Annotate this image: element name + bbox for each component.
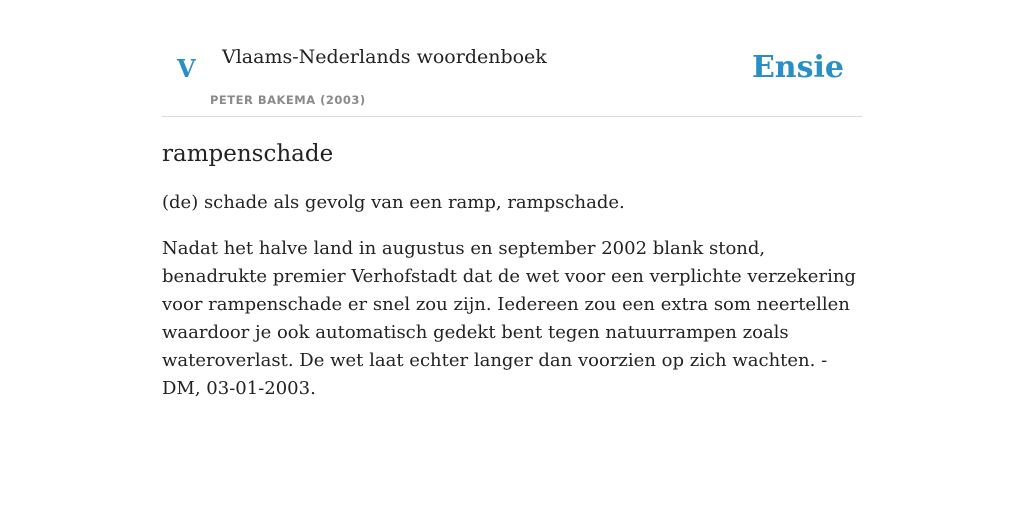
dictionary-header xyxy=(162,0,862,117)
page-container xyxy=(162,0,862,403)
dictionary-author: PETER BAKEMA (2003) xyxy=(210,93,366,107)
entry-definition: (de) schade als gevolg van een ramp, rampschade. xyxy=(162,192,625,213)
entry-example: Nadat het halve land in augustus en september 2002 blank stond, benadrukte premier Verhofstadt dat de wet voor een verplichte verzekering voor rampenschade er snel zou zijn. Iedereen zou een extra som neertellen waardoor je ook automatisch gedekt bent tegen natuurrampen zoals wateroverlast. De wet laat echter langer dan voorzien op zich wachten. - DM, 03-01-2003. xyxy=(162,238,856,399)
entry-headword: rampenschade xyxy=(162,141,334,167)
brand-logo[interactable]: Ensie xyxy=(751,50,844,85)
dictionary-title[interactable]: Vlaams-Nederlands woordenboek xyxy=(222,46,547,68)
dictionary-logo[interactable]: V xyxy=(177,54,196,83)
